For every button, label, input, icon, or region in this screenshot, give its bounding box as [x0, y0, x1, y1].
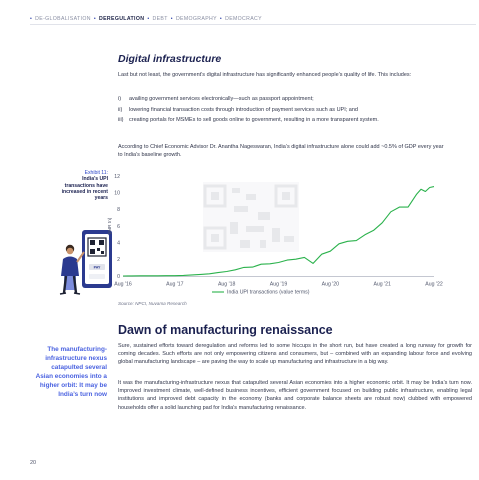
digital-intro-text: Last but not least, the government’s digital infrastructure has significantly enhanced people’s quality of life. This includes:: [118, 72, 412, 78]
y-tick-label: 2: [117, 257, 120, 264]
manufacturing-paragraph-1: Sure, sustained efforts toward deregulation and reforms led to some hiccups in the short run, but have created a long runway for growth for coming decades. Such efforts are not only empowering citizens and consumers, but – combined with an expanding labour force and evolving global manufacturing landscape – are paving the way to scale up manufacturing and infrastructure in a big way.: [118, 343, 472, 366]
page-number: 20: [30, 460, 37, 466]
x-tick-label: Aug '20: [321, 281, 340, 288]
chart-legend: [212, 290, 310, 296]
y-tick-label: 6: [117, 223, 120, 230]
nav-separator: •: [93, 16, 97, 22]
nav-separator: •: [147, 16, 150, 22]
y-tick-label: 12: [114, 173, 120, 180]
list-item-text: availing government services electronically—such as passport appointment;: [129, 96, 314, 102]
x-tick-label: Aug '16: [114, 281, 132, 288]
nav-item-debt[interactable]: DEBT: [152, 16, 168, 22]
y-tick-label: 8: [117, 207, 120, 214]
list-item-number: iii): [118, 117, 124, 123]
nav-item-demography[interactable]: DEMOGRAPHY: [175, 16, 217, 22]
digital-infrastructure-heading: Digital infrastructure: [118, 53, 222, 65]
phone-illustration: [82, 230, 112, 288]
nav-separator: •: [170, 16, 173, 22]
chart-source: Source: NPCI, Nuvama Research: [118, 301, 187, 306]
pay-button-label: PAY: [93, 265, 101, 270]
x-tick-label: Aug '21: [373, 281, 391, 288]
person-illustration: [60, 245, 84, 294]
y-axis-label: (INR tn): [108, 217, 113, 235]
qr-watermark: [203, 182, 299, 252]
nav-separator: •: [219, 16, 223, 22]
list-item-text: lowering financial transaction costs through introduction of payment services such as UPI; and: [129, 106, 358, 113]
list-item-number: ii): [118, 106, 123, 113]
nav-separator: •: [30, 16, 33, 22]
exhibit-number: Exhibit 11:: [84, 170, 108, 176]
cea-quote-text: According to Chief Economic Advisor Dr. Anantha Nageswaran, India’s digital infrastructure alone could add ~0.5% of GDP every year to India’s baseline growth.: [118, 144, 444, 159]
exhibit-title: India’s UPI transactions have increased in recent years: [61, 176, 108, 202]
pull-quote: The manufacturing-infrastructure nexus catapulted several Asian economies into a higher orbit: It may be India’s turn now: [35, 346, 107, 398]
y-tick-label: 10: [114, 190, 120, 197]
x-tick-label: Aug '18: [217, 281, 236, 288]
nav-item-de-globalisation[interactable]: DE-GLOBALISATION: [35, 16, 91, 22]
legend-label: India UPI transactions (value terms): [227, 289, 310, 296]
nav-item-deregulation[interactable]: DEREGULATION: [99, 16, 145, 22]
x-tick-label: Aug '17: [166, 281, 184, 288]
manufacturing-heading: Dawn of manufacturing renaissance: [118, 323, 333, 337]
list-item-number: i): [118, 96, 122, 102]
x-tick-label: Aug '22: [425, 281, 443, 288]
list-item-text: creating portals for MSMEs to sell goods online to government, resulting in a more transparent system.: [129, 117, 379, 123]
y-tick-label: 4: [117, 240, 120, 247]
nav-item-democracy[interactable]: DEMOCRACY: [225, 16, 262, 22]
x-tick-label: Aug '19: [269, 281, 288, 288]
y-tick-label: 0: [117, 273, 120, 280]
manufacturing-paragraph-2: It was the manufacturing-infrastructure nexus that catapulted several Asian economies into a higher economic orbit. It may be India’s turn now. Improved investment climate, well-defined business incentives, efficient government focused on building public infrastructure, enabling legal institutions and improved debt capacity in the economy (banks and corporate balance sheets are robust now) clubbed with empowered households offer a solid launching pad for India’s manufacturing renaissance.: [118, 380, 472, 411]
